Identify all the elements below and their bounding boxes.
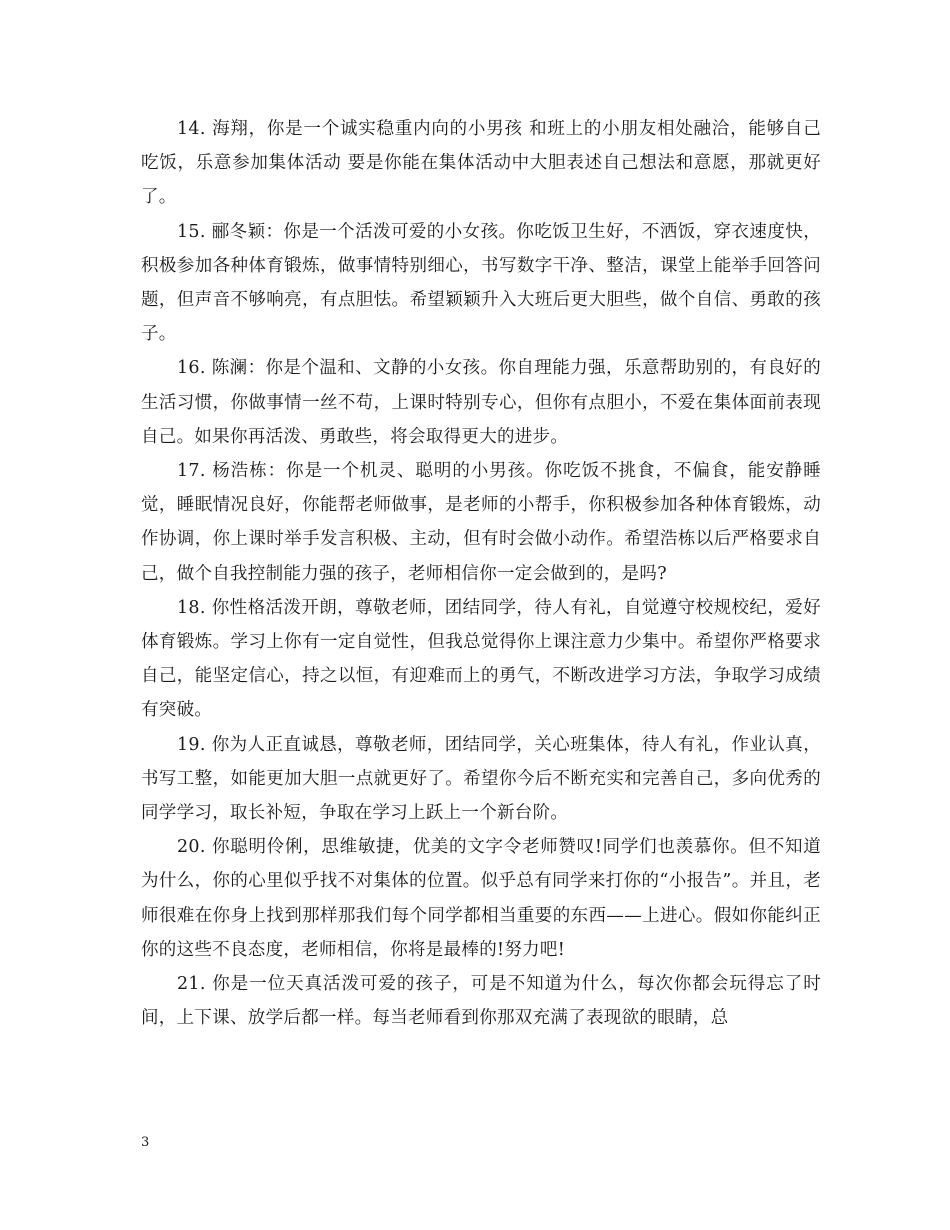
comment-paragraph-17: 17. 杨浩栋：你是一个机灵、聪明的小男孩。你吃饭不挑食，不偏食，能安静睡觉，睡眠情况良好，你能帮老师做事，是老师的小帮手，你积极参加各种体育锻炼，动作协调，你上课时举手发言积极、主动，但有时会做小动作。希望浩栋以后严格要求自己，做个自我控制能力强的孩子，老师相信你一定会做到的，是吗?	[141, 461, 821, 584]
page-number: 3	[141, 1135, 150, 1150]
comment-paragraph-18: 18. 你性格活泼开朗，尊敬老师，团结同学，待人有礼，自觉遵守校规校纪，爱好体育锻炼。学习上你有一定自觉性，但我总觉得你上课注意力少集中。希望你严格要求自己，能坚定信心，持之以恒，有迎难而上的勇气，不断改进学习方法，争取学习成绩有突破。	[141, 597, 821, 721]
comment-paragraph-16: 16. 陈澜：你是个温和、文静的小女孩。你自理能力强，乐意帮助别的，有良好的生活习惯，你做事情一丝不苟，上课时特别专心，但你有点胆小，不爱在集体面前表现自己。如果你再活泼、勇敢些，将会取得更大的进步。	[141, 358, 821, 447]
comment-paragraph-14: 14. 海翔，你是一个诚实稳重内向的小男孩 和班上的小朋友相处融洽，能够自己吃饭，乐意参加集体活动 要是你能在集体活动中大胆表述自己想法和意愿，那就更好了。	[141, 119, 821, 208]
document-body	[141, 112, 821, 1035]
comment-paragraph-20: 20. 你聪明伶俐，思维敏捷，优美的文字令老师赞叹!同学们也羡慕你。但不知道为什么，你的心里似乎找不对集体的位置。似乎总有同学来打你的“小报告”。并且，老师很难在你身上找到那样那我们每个同学都相当重要的东西——上进心。假如你能纠正你的这些不良态度，老师相信，你将是最棒的!努力吧!	[141, 837, 821, 960]
comment-paragraph-21: 21. 你是一位天真活泼可爱的孩子，可是不知道为什么，每次你都会玩得忘了时间，上下课、放学后都一样。每当老师看到你那双充满了表现欲的眼睛，总	[141, 974, 821, 1029]
comment-paragraph-15: 15. 郦冬颖：你是一个活泼可爱的小女孩。你吃饭卫生好，不洒饭，穿衣速度快，积极参加各种体育锻炼，做事情特别细心，书写数字干净、整洁，课堂上能举手回答问题，但声音不够响亮，有点胆怯。希望颖颖升入大班后更大胆些，做个自信、勇敢的孩子。	[141, 221, 821, 345]
comment-paragraph-19: 19. 你为人正直诚恳，尊敬老师，团结同学，关心班集体，待人有礼，作业认真，书写工整，如能更加大胆一点就更好了。希望你今后不断充实和完善自己，多向优秀的同学学习，取长补短，争取在学习上跃上一个新台阶。	[141, 734, 821, 824]
